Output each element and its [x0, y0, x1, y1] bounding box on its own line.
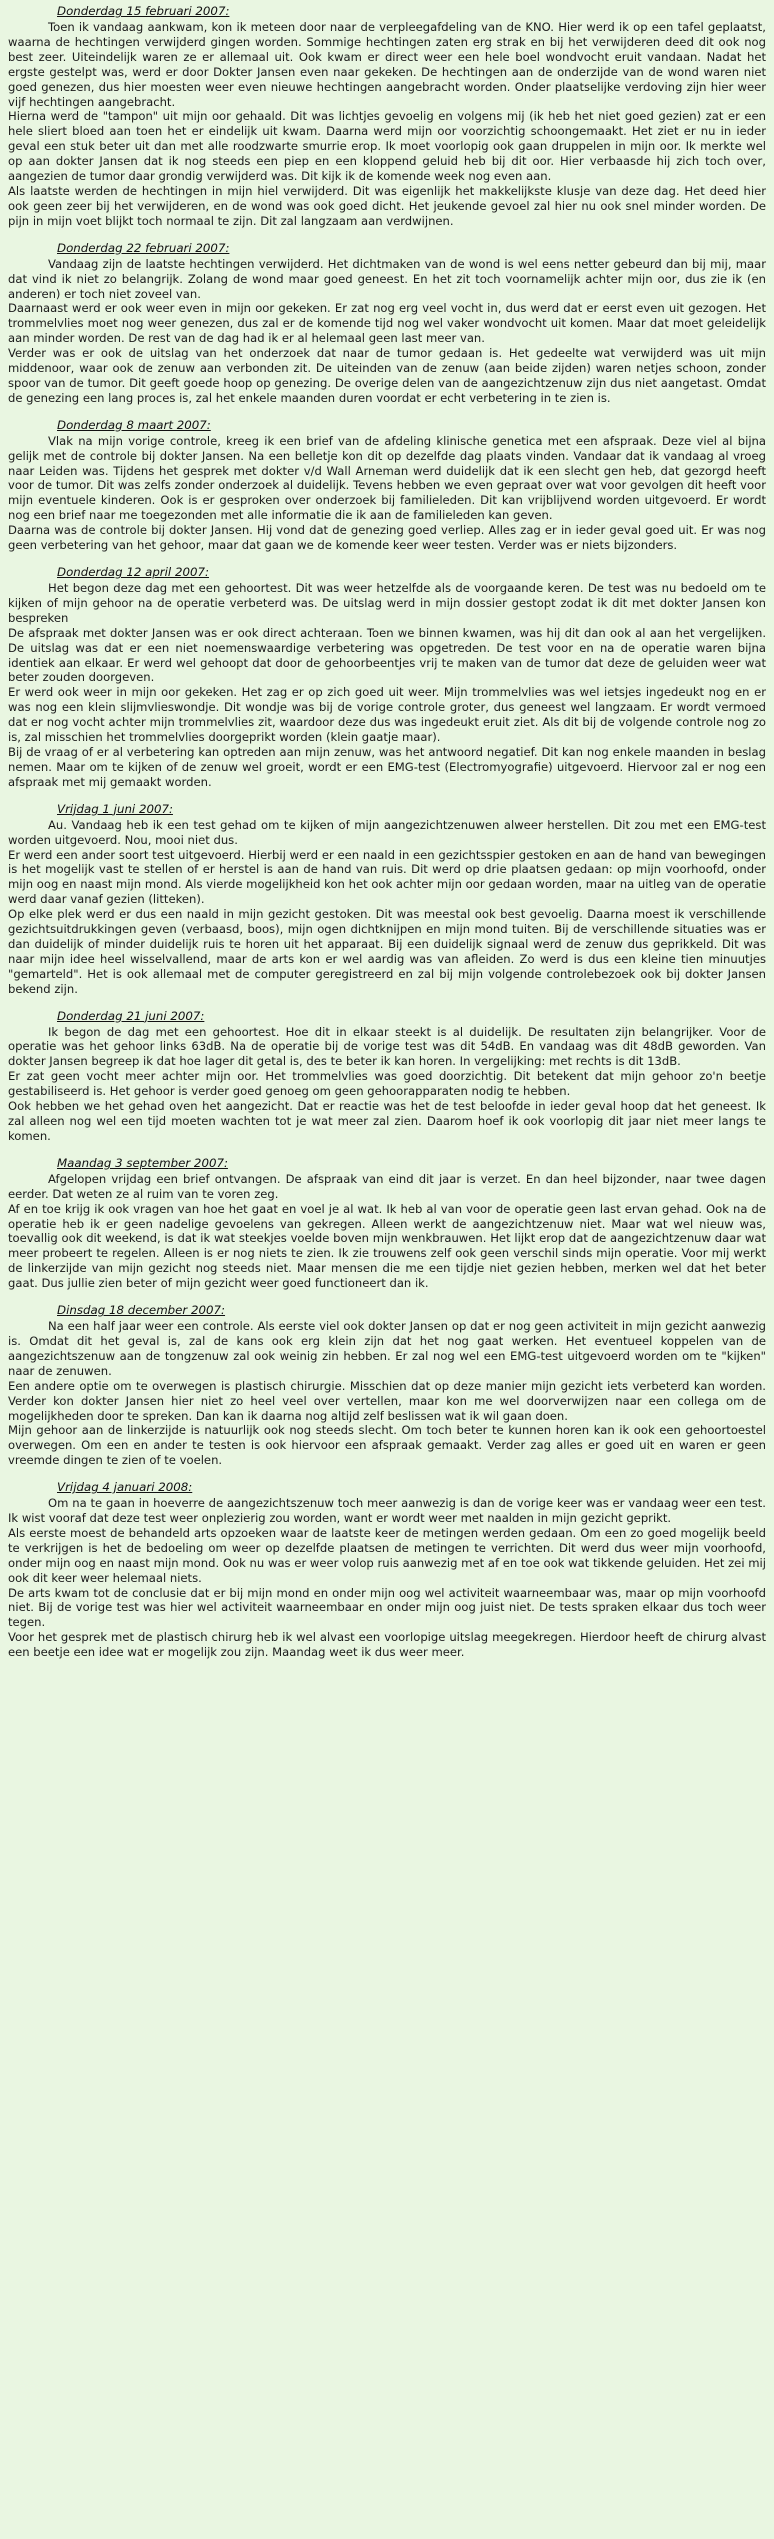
diary-entry [8, 1156, 766, 1291]
entry-date: Vrijdag 1 juni 2007: [57, 801, 173, 816]
entry-paragraph: Het begon deze dag met een gehoortest. Dit was weer hetzelfde als de voorgaande keren. De test was nu bedoeld om te kijken of mijn gehoor na de operatie verbeterd was. De uitslag werd in mijn dossier gestopt zodat ik dit met dokter Jansen kon bespreken [8, 581, 766, 625]
entry-paragraph: Als eerste moest de behandeld arts opzoeken waar de laatste keer de metingen werden gedaan. Om een zo goed mogelijk beeld te verkrijgen is het de bedoeling om weer op dezelfde plaatsen de metingen te verrichten. Dit werd dus weer mijn voorhoofd, onder mijn oog en naast mijn mond. Ook nu was er weer volop ruis aanwezig met af en toe ook wat tikkende geluiden. Het zei mij ook dit keer weer helemaal niets. [8, 1525, 766, 1585]
diary-entry [8, 1480, 766, 1660]
entry-date: Vrijdag 4 januari 2008: [57, 1480, 193, 1495]
entry-date: Dinsdag 18 december 2007: [57, 1303, 226, 1318]
entry-date: Donderdag 22 februari 2007: [57, 240, 230, 255]
entry-paragraph: Mijn gehoor aan de linkerzijde is natuurlijk ook nog steeds slecht. Om toch beter te kunnen horen kan ik ook een gehoortoestel overwegen. Om een en ander te testen is ook hiervoor een afspraak gemaakt. Verder zag alles er goed uit en waren er geen vreemde dingen te zien of te voelen. [8, 1423, 766, 1468]
diary-entry [8, 1303, 766, 1468]
entry-paragraph: Toen ik vandaag aankwam, kon ik meteen door naar de verpleegafdeling van de KNO. Hier werd ik op een tafel geplaatst, waarna de hechtingen verwijderd gingen worden. Sommige hechtingen zaten erg strak en bij het verwijderen deed dit ook nog best zeer. Uiteindelijk waren ze er allemaal uit. Ook kwam er direct weer een hele boel wondvocht eruit vandaan. Nadat het ergste gestelpt was, werd er door Dokter Jansen even naar gekeken. De hechtingen aan de onderzijde van de wond waren niet goed genezen, dus hier moesten weer even nieuwe hechtingen aangebracht worden. Onder plaatselijke verdoving zijn hier weer vijf hechtingen aangebracht. [8, 20, 766, 109]
entry-paragraph: Daarnaast werd er ook weer even in mijn oor gekeken. Er zat nog erg veel vocht in, dus werd dat er eerst even uit gezogen. Het trommelvlies moet nog weer genezen, dus zal er de komende tijd nog wel vaker wondvocht uit komen. Maar dat moet geleidelijk aan minder worden. De rest van de dag had ik er al helemaal geen last meer van. [8, 301, 766, 346]
entry-paragraph: Op elke plek werd er dus een naald in mijn gezicht gestoken. Dit was meestal ook best gevoelig. Daarna moest ik verschillende gezichtsuitdrukkingen geven (verbaasd, boos), mijn ogen dichtknijpen en mijn mond tuiten. Bij de verschillende situaties was er dan duidelijk of minder duidelijk ruis te horen uit het apparaat. Bij een duidelijk signaal werd de zenuw dus geprikkeld. Dit was naar mijn idee heel wisselvallend, maar de arts kon er wel aardig was van afleiden. Zo werd is dus een kleine tien minuutjes "gemarteld". Het is ook allemaal met de computer geregistreerd en zal bij mijn volgende controlebezoek ook bij dokter Jansen bekend zijn. [8, 907, 766, 996]
entry-date: Donderdag 12 april 2007: [57, 565, 209, 579]
entry-paragraph: Om na te gaan in hoeverre de aangezichtszenuw toch meer aanwezig is dan de vorige keer was er vandaag weer een test. Ik wist vooraf dat deze test weer onplezierig zou worden, want er wordt weer met naalden in mijn gezicht geprikt. [8, 1496, 766, 1526]
diary-entry [8, 565, 766, 790]
diary-entry [8, 802, 766, 997]
diary-entry [8, 4, 766, 229]
entry-paragraph: Er zat geen vocht meer achter mijn oor. Het trommelvlies was goed doorzichtig. Dit betekent dat mijn gehoor zo'n beetje gestabiliseerd is. Het gehoor is verder goed genoeg om geen gehoorapparaten nodig te hebben. [8, 1069, 766, 1099]
entry-paragraph: Afgelopen vrijdag een brief ontvangen. De afspraak van eind dit jaar is verzet. En dan heel bijzonder, naar twee dagen eerder. Dat weten ze al ruim van te voren zeg. [8, 1171, 766, 1201]
entry-paragraph: Vlak na mijn vorige controle, kreeg ik een brief van de afdeling klinische genetica met een afspraak. Deze viel al bijna gelijk met de controle bij dokter Jansen. Na een belletje kon dit op dezelfde dag plaats vinden. Vandaar dat ik vandaag al vroeg naar Leiden was. Tijdens het gesprek met dokter v/d Wall Arneman werd duidelijk dat ik een slecht gen heb, dat gezorgd heeft voor de tumor. Dit was zelfs zonder onderzoek al duidelijk. Tevens hebben we even gepraat over wat voor gevolgen dit heeft voor mijn eventuele kinderen. Ook is er gesproken over onderzoek bij familieleden. Dit kan vrijblijvend worden uitgevoerd. Er wordt nog een brief naar me toegezonden met alle informatie die ik aan de familieleden kan geven. [8, 433, 766, 523]
entry-paragraph: Er werd een ander soort test uitgevoerd. Hierbij werd er een naald in een gezichtsspier gestoken en aan de hand van bewegingen is het mogelijk vast te stellen of er herstel is aan de hand van ruis. Dit werd op drie plaatsen gedaan: op mijn voorhoofd, onder mijn oog en naast mijn mond. Als vierde mogelijkheid kon het ook achter mijn oor gedaan worden, maar na uitleg van de operatie werd daar vanaf gezien (litteken). [8, 847, 766, 907]
diary-entry [8, 418, 766, 553]
diary-entry [8, 1009, 766, 1144]
entry-date: Donderdag 21 juni 2007: [57, 1008, 205, 1023]
entry-paragraph: Ik begon de dag met een gehoortest. Hoe dit in elkaar steekt is al duidelijk. De resultaten zijn belangrijker. Voor de operatie was het gehoor links 63dB. Na de operatie bij de vorige test was dit 54dB. En vandaag was dit 48dB geworden. Van dokter Jansen begreep ik dat hoe lager dit getal is, des te beter ik kan horen. In vergelijking: met rechts is dit 13dB. [8, 1024, 766, 1069]
entry-paragraph: Voor het gesprek met de plastisch chirurg heb ik wel alvast een voorlopige uitslag meegekregen. Hierdoor heeft de chirurg alvast een beetje een idee wat er mogelijk zou zijn. Maandag weet ik dus weer meer. [8, 1630, 766, 1660]
entry-date: Donderdag 8 maart 2007: [57, 417, 211, 432]
entry-date: Donderdag 15 februari 2007: [57, 4, 230, 18]
entry-paragraph: Daarna was de controle bij dokter Jansen. Hij vond dat de genezing goed verliep. Alles zag er in ieder geval goed uit. Er was nog geen verbetering van het gehoor, maar dat gaan we de komende keer weer testen. Verder was er niets bijzonders. [8, 523, 766, 553]
entry-paragraph: Als laatste werden de hechtingen in mijn hiel verwijderd. Dit was eigenlijk het makkelijkste klusje van deze dag. Het deed hier ook geen zeer bij het verwijderen, en de wond was ook goed dicht. Het jeukende gevoel zal hier nu ook snel minder worden. De pijn in mijn voet blijkt toch normaal te zijn. Dit zal langzaam aan verdwijnen. [8, 183, 766, 228]
entry-paragraph: Au. Vandaag heb ik een test gehad om te kijken of mijn aangezichtzenuwen alweer herstellen. Dit zou met een EMG-test worden uitgevoerd. Nou, mooi niet dus. [8, 817, 766, 847]
entry-paragraph: Af en toe krijg ik ook vragen van hoe het gaat en voel je al wat. Ik heb al van voor de operatie geen last ervan gehad. Ook na de operatie heb ik er geen nadelige gevoelens van gekregen. Alleen werkt de aangezichtzenuw niet. Maar wat wel nieuw was, toevallig ook dit weekend, is dat ik wat steekjes voelde boven mijn wenkbrauwen. Het lijkt erop dat de aangezichtzenuw daar wat meer probeert te regelen. Alleen is er nog niets te zien. Ik zie trouwens zelf ook geen verschil sinds mijn operatie. Voor mij werkt de linkerzijde van mijn gezicht nog steeds niet. Maar mensen die me een tijdje niet gezien hebben, merken wel dat het beter gaat. Dus jullie zien beter of mijn gezicht weer goed functioneert dan ik. [8, 1201, 766, 1291]
entry-paragraph: Er werd ook weer in mijn oor gekeken. Het zag er op zich goed uit weer. Mijn trommelvlies was wel ietsjes ingedeukt nog en er was nog een klein slijmvlieswondje. Dit wondje was bij de vorige controle groter, dus geneest wel langzaam. Er wordt vermoed dat er nog vocht achter mijn trommelvlies zit, waardoor deze dus was ingedeukt eruit ziet. Als dit bij de volgende controle nog zo is, zal misschien het trommelvlies doorgeprikt worden (klein gaatje maar). [8, 685, 766, 745]
entry-date: Maandag 3 september 2007: [57, 1155, 228, 1170]
entry-paragraph: De afspraak met dokter Jansen was er ook direct achteraan. Toen we binnen kwamen, was hij dit dan ook al aan het vergelijken. De uitslag was dat er een niet noemenswaardige verbetering was opgetreden. De test voor en na de operatie waren bijna identiek aan elkaar. Er werd wel gehoopt dat door de gehoorbeentjes vrij te maken van de tumor dat deze de geluiden weer wat beter zouden doorgeven. [8, 625, 766, 685]
entry-paragraph: Verder was er ook de uitslag van het onderzoek dat naar de tumor gedaan is. Het gedeelte wat verwijderd was uit mijn middenoor, waar ook de zenuw aan verbonden zit. De uiteinden van de zenuw (aan beide zijden) waren netjes schoon, zonder spoor van de tumor. Dit geeft goede hoop op genezing. De overige delen van de aangezichtzenuw zijn dus niet aangetast. Omdat de genezing een lang proces is, zal het enkele maanden duren voordat er echt verbetering in te zien is. [8, 346, 766, 405]
entry-paragraph: Na een half jaar weer een controle. Als eerste viel ook dokter Jansen op dat er nog geen activiteit in mijn gezicht aanwezig is. Omdat dit het geval is, zal de kans ook erg klein zijn dat het nog gaat werken. Het eventueel koppelen van de aangezichtszenuw aan de tongzenuw zal ook weinig zin hebben. Er zal nog wel een EMG-test uitgevoerd worden om te "kijken" naar de zenuwen. [8, 1319, 766, 1378]
entry-paragraph: Bij de vraag of er al verbetering kan optreden aan mijn zenuw, was het antwoord negatief. Dit kan nog enkele maanden in beslag nemen. Maar om te kijken of de zenuw wel groeit, wordt er een EMG-test (Electromyografie) uitgevoerd. Hiervoor zal er nog een afspraak met mij gemaakt worden. [8, 744, 766, 789]
diary-entry [8, 241, 766, 406]
entry-paragraph: Ook hebben we het gehad oven het aangezicht. Dat er reactie was het de test beloofde in ieder geval hoop dat het geneest. Ik zal alleen nog wel een tijd moeten wachten tot je wat meer zal zien. Daarom hoef ik ook voorlopig dit jaar niet meer langs te komen. [8, 1099, 766, 1143]
entry-paragraph: De arts kwam tot de conclusie dat er bij mijn mond en onder mijn oog wel activiteit waarneembaar was, maar op mijn voorhoofd niet. Bij de vorige test was hier wel activiteit waarneembaar en onder mijn oog juist niet. De tests spraken elkaar dus toch weer tegen. [8, 1585, 766, 1630]
entry-paragraph: Vandaag zijn de laatste hechtingen verwijderd. Het dichtmaken van de wond is wel eens netter gebeurd dan bij mij, maar dat vind ik niet zo belangrijk. Zolang de wond maar goed geneest. En het zit toch voornamelijk achter mijn oor, dus zie ik (en anderen) er toch niet zoveel van. [8, 256, 766, 301]
entry-paragraph: Hierna werd de "tampon" uit mijn oor gehaald. Dit was lichtjes gevoelig en volgens mij (ik heb het niet goed gezien) zat er een hele sliert bloed aan toen het er eindelijk uit kwam. Daarna werd mijn oor voorzichtig schoongemaakt. Het ziet er nu in ieder geval een stuk beter uit dan met alle roodzwarte smurrie erop. Ik moet voorlopig ook gaan druppelen in mijn oor. Ik merkte wel op aan dokter Jansen dat ik nog steeds een piep en een kloppend geluid heb bij dit oor. Hier verbaasde hij zich toch over, aangezien de tumor daar grondig verwijderd was. Dit kijk ik de komende week nog even aan. [8, 109, 766, 184]
entry-paragraph: Een andere optie om te overwegen is plastisch chirurgie. Misschien dat op deze manier mijn gezicht iets verbeterd kan worden. Verder kon dokter Jansen hier niet zo heel veel over vertellen, maar kon me wel doorverwijzen naar een collega om de mogelijkheden door te spreken. Dan kan ik daarna nog altijd zelf beslissen wat ik wil gaan doen. [8, 1378, 766, 1423]
